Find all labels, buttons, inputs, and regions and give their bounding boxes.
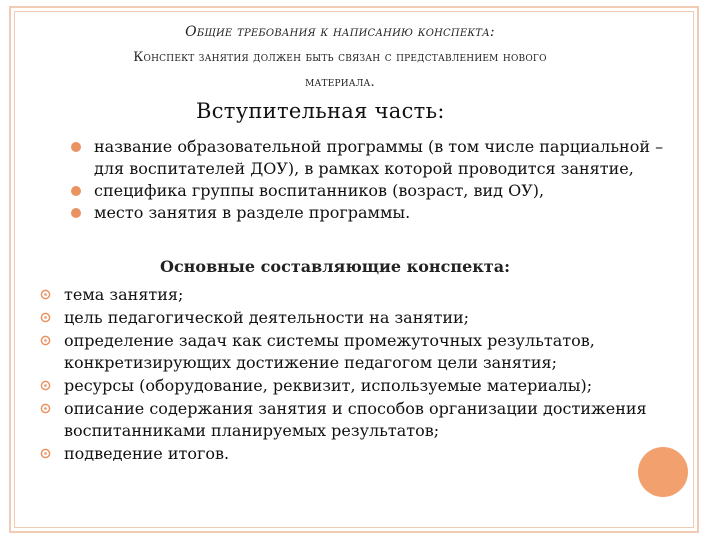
ring-bullet-icon: [40, 335, 51, 346]
decorative-circle: [638, 447, 688, 497]
intro-list-item: [71, 202, 671, 224]
ring-bullet-icon: [40, 312, 51, 323]
main-item-text: ресурсы (оборудование, реквизит, используемые материалы);: [64, 376, 593, 395]
title-line-3: материала.: [305, 75, 375, 90]
ring-bullet-icon: [40, 403, 51, 414]
intro-list-item: [71, 136, 671, 180]
main-item-text: подведение итогов.: [64, 444, 230, 463]
ring-bullet-icon: [40, 289, 51, 300]
main-list-item: [40, 375, 680, 397]
main-item-text: тема занятия;: [64, 285, 184, 304]
main-heading: Основные составляющие конспекта:: [160, 257, 510, 276]
slide-title: [60, 22, 620, 92]
intro-list-item: [71, 180, 671, 202]
main-list-item: [40, 443, 680, 465]
intro-item-text: название образовательной программы (в том числе парциальной – для воспитателей ДОУ), в рамках которой проводится занятие,: [94, 137, 664, 178]
bullet-icon: [71, 142, 81, 152]
intro-heading: Вступительная часть:: [196, 99, 445, 123]
bullet-icon: [71, 208, 81, 218]
main-list-item: [40, 284, 680, 306]
main-item-text: определение задач как системы промежуточных результатов, конкретизирующих достижение педагогом цели занятия;: [64, 331, 595, 372]
intro-list: [71, 136, 671, 224]
bullet-icon: [71, 186, 81, 196]
main-list-item: [40, 398, 680, 442]
main-list-item: [40, 330, 680, 374]
intro-item-text: место занятия в разделе программы.: [94, 203, 411, 222]
title-line-1: Общие требования к написанию конспекта:: [185, 24, 495, 40]
ring-bullet-icon: [40, 448, 51, 459]
ring-bullet-icon: [40, 380, 51, 391]
title-line-2: Конспект занятия должен быть связан с представлением нового: [133, 50, 547, 65]
main-item-text: описание содержания занятия и способов организации достижения воспитанниками планируемых результатов;: [64, 399, 647, 440]
main-item-text: цель педагогической деятельности на занятии;: [64, 308, 470, 327]
main-list: [40, 284, 680, 465]
intro-item-text: специфика группы воспитанников (возраст, вид ОУ),: [94, 181, 545, 200]
main-list-item: [40, 307, 680, 329]
